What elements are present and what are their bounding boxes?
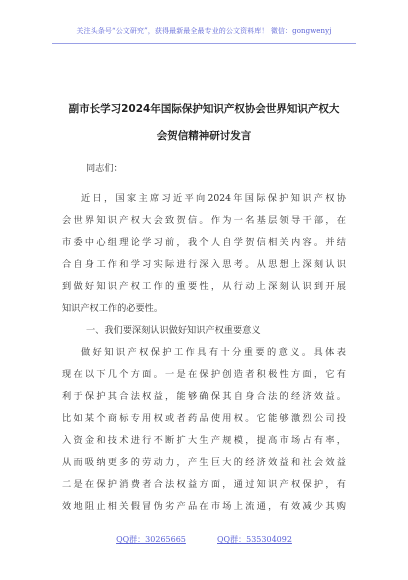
paragraph-line: 效地阻止相关假冒伪劣产品在市场上流通，有效减少其购 — [62, 501, 346, 512]
document-title-line-1: 副市长学习2024年国际保护知识产权协会世界知识产权大 — [68, 103, 340, 115]
paragraph-line: 入资金和技术进行不断扩大生产规模，提高市场占有率， — [62, 435, 346, 446]
header-divider — [52, 43, 356, 44]
paragraph-line: 利于保护其合法权益，能够确保其自身合法的经济效益。 — [62, 391, 346, 402]
paragraph-line: 做好知识产权保护工作具有十分重要的意义。具体表 — [81, 347, 346, 358]
paragraph-line: 二是在保护消费者合法权益方面，通过知识产权保护，有 — [62, 479, 346, 490]
section-heading: 一、我们要深刻认识做好知识产权重要意义 — [86, 325, 261, 336]
footer — [0, 534, 408, 545]
paragraph-line: 从而吸纳更多的劳动力，产生巨大的经济效益和社会效益 — [62, 457, 346, 468]
header-banner: 关注头条号“公文研究”，获得最新最全最专业的公文资料库！ 微信：gongwenyj — [76, 27, 332, 35]
paragraph-line: 比如某个商标专用权或者药品使用权。它能够激烈公司投 — [62, 413, 346, 424]
paragraph-line: 知识产权工作的必要性。 — [62, 303, 164, 314]
paragraph-line: 近日，国家主席习近平向2024年国际保护知识产权协 — [81, 193, 346, 204]
footer-qq-group-2[interactable]: QQ群：535304092 — [217, 535, 292, 544]
footer-qq-group-1[interactable]: QQ群：30265665 — [116, 535, 186, 544]
document-title-line-2: 会贺信精神研讨发言 — [156, 130, 252, 142]
paragraph-line: 现在以下几个方面。一是在保护创造者积极性方面，它有 — [62, 369, 346, 380]
paragraph-line: 会世界知识产权大会致贺信。作为一名基层领导干部，在 — [62, 215, 346, 226]
paragraph-line: 市委中心组理论学习前，我个人自学贺信相关内容。并结 — [62, 237, 346, 248]
salutation: 同志们： — [86, 163, 123, 174]
paragraph-line: 到做好知识产权工作的重要性，从行动上深刻认识到开展 — [62, 281, 346, 292]
paragraph-line: 合自身工作和学习实际进行深入思考。从思想上深刻认识 — [62, 259, 346, 270]
